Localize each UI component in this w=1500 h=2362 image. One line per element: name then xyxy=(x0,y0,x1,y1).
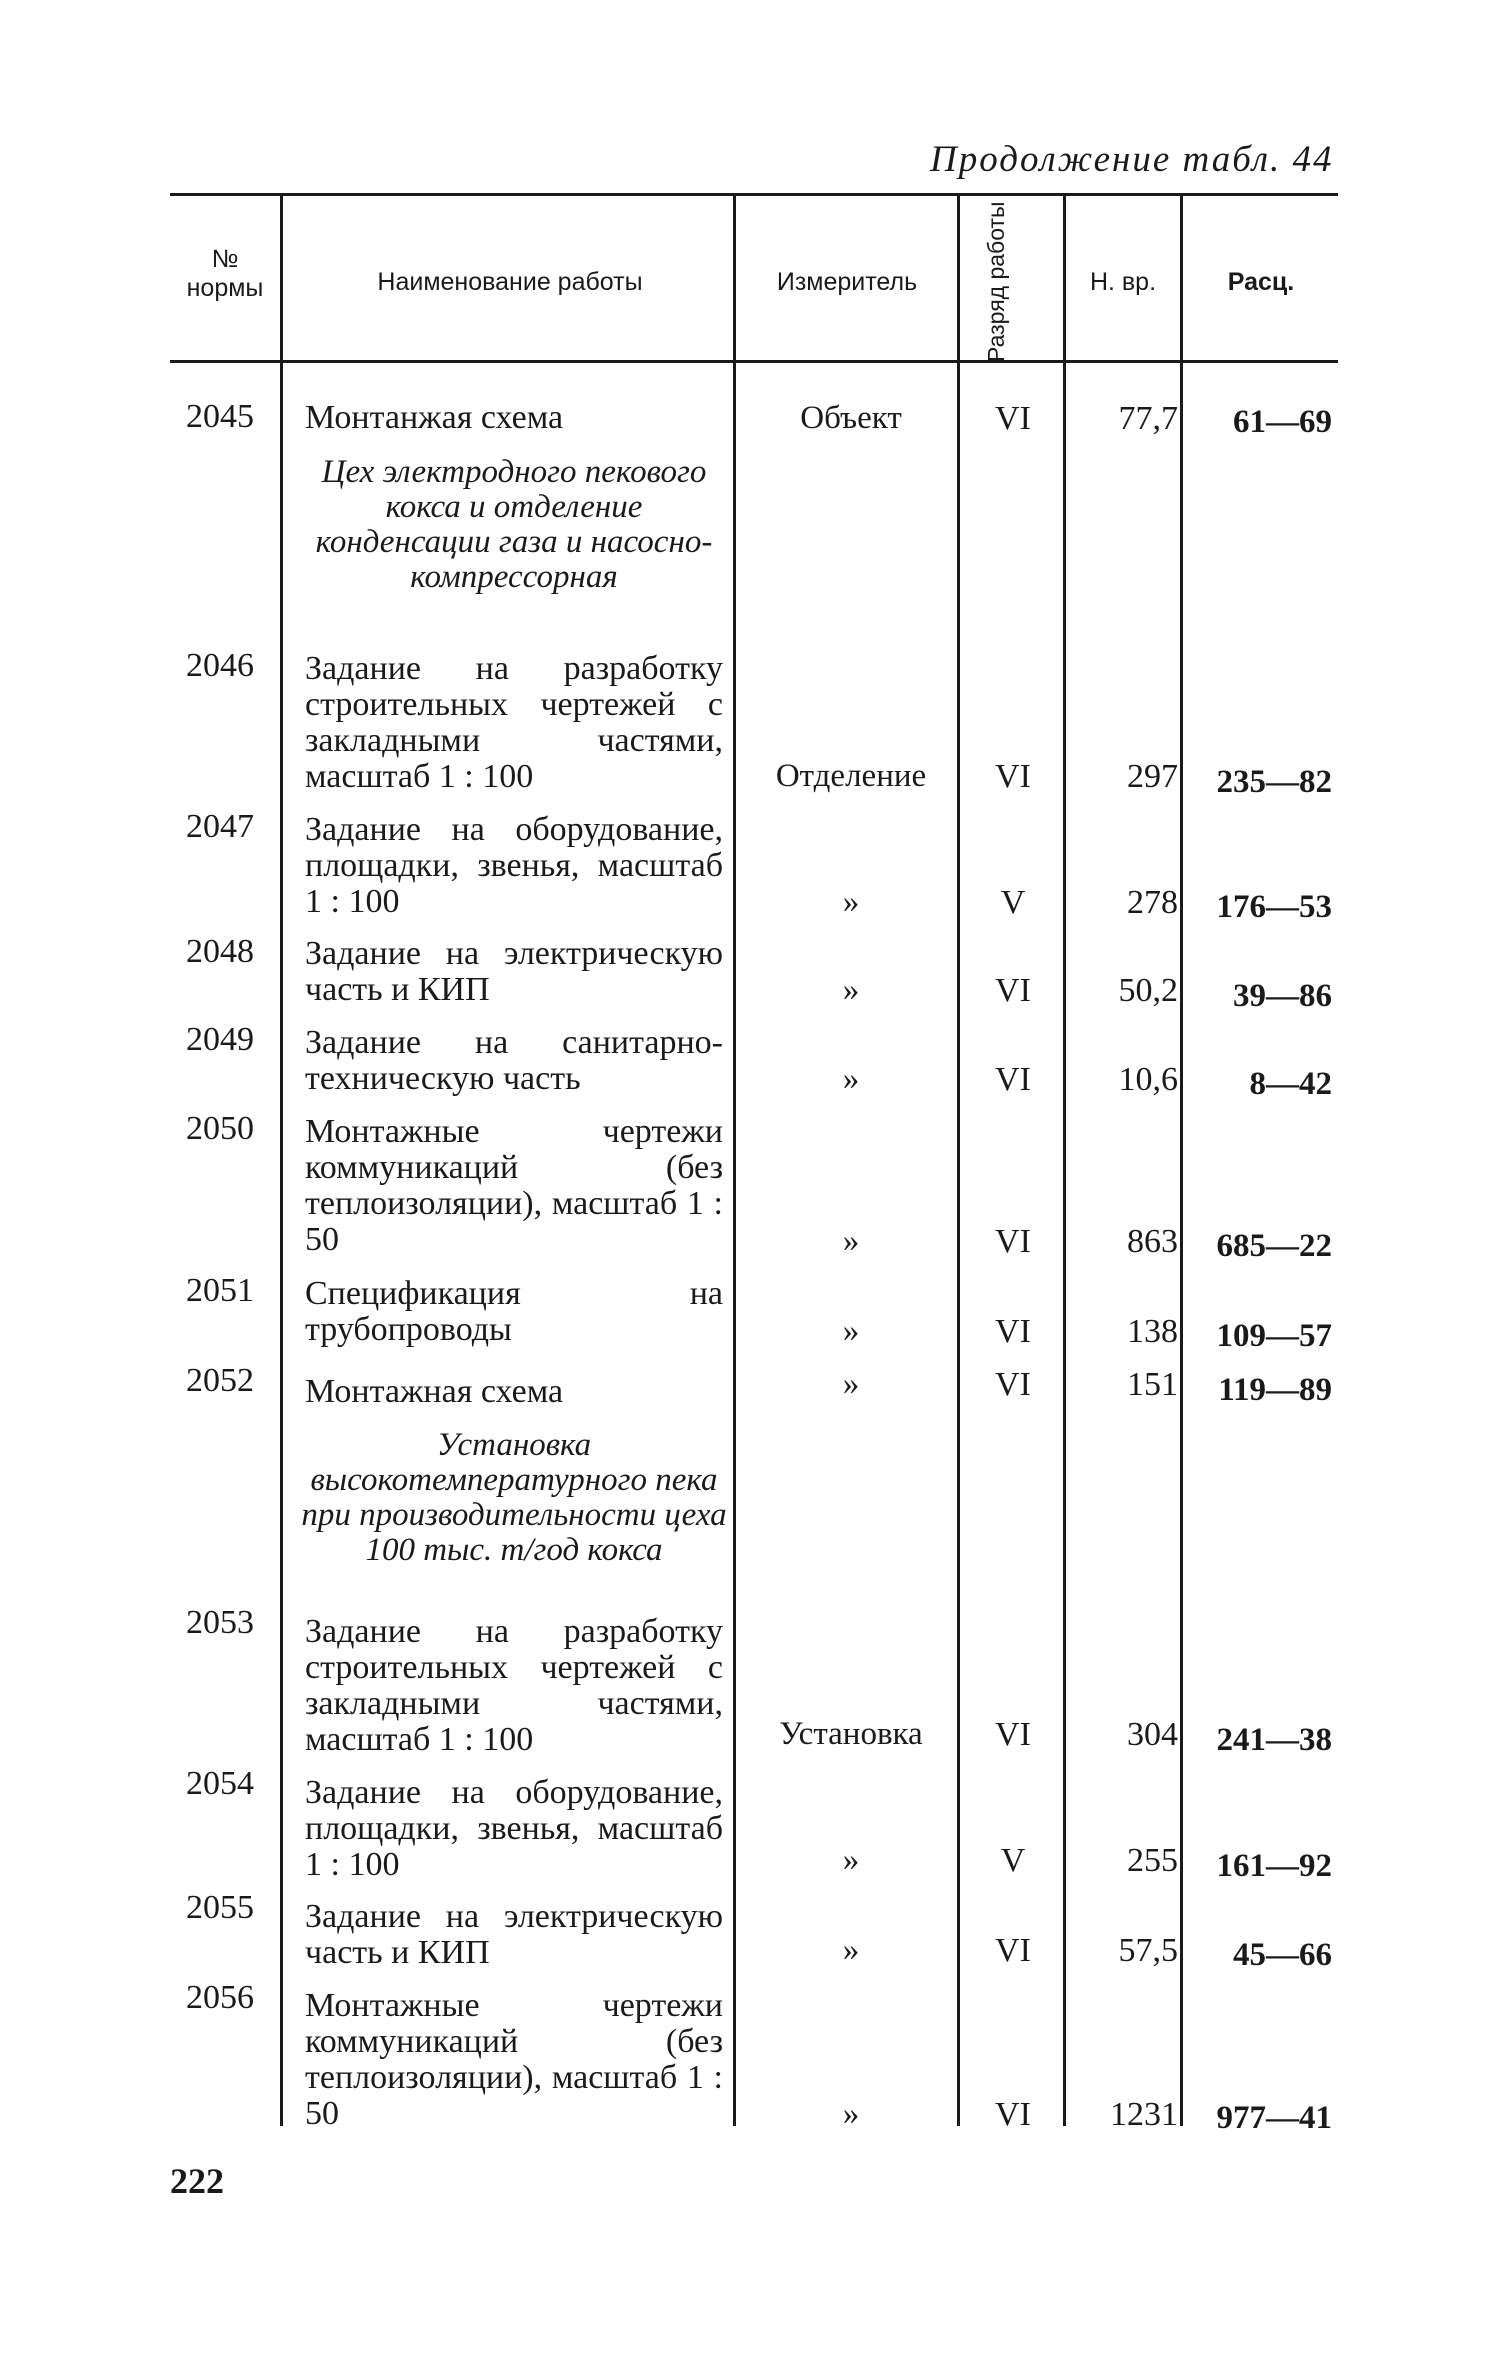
row-number: 2046 xyxy=(186,647,254,684)
row-price: 109—57 xyxy=(1216,1318,1332,1354)
row-price: 39—86 xyxy=(1233,978,1332,1014)
row-rank: VI xyxy=(995,1932,1031,1969)
column-divider xyxy=(1180,196,1183,2126)
column-divider xyxy=(280,196,283,2126)
row-rank: VI xyxy=(995,1716,1031,1753)
row-number: 2047 xyxy=(186,808,254,845)
row-rank: VI xyxy=(995,1061,1031,1098)
row-number: 2052 xyxy=(186,1362,254,1399)
header-rank: Разряд работы xyxy=(983,201,1009,362)
row-norm-time: 297 xyxy=(1127,758,1178,795)
row-measure: » xyxy=(842,1366,860,1402)
row-norm-time: 863 xyxy=(1127,1223,1178,1260)
row-rank: VI xyxy=(995,972,1031,1009)
row-price: 977—41 xyxy=(1216,2100,1332,2136)
row-norm-time: 57,5 xyxy=(1118,1932,1178,1969)
row-name: Монтанжая схема xyxy=(305,399,564,436)
row-name: Задание на электрическую часть и КИП xyxy=(305,1898,723,1971)
row-measure: Установка xyxy=(779,1716,923,1752)
row-name: Спецификация на трубопроводы xyxy=(305,1275,723,1348)
row-norm-time: 1231 xyxy=(1110,2096,1178,2133)
row-norm-time: 10,6 xyxy=(1118,1061,1178,1098)
row-name: Задание на санитарно-техническую часть xyxy=(305,1024,723,1097)
row-price: 45—66 xyxy=(1233,1937,1332,1973)
row-name: Задание на оборудование, площадки, звенья, масштаб 1 : 100 xyxy=(305,811,723,920)
row-measure: » xyxy=(842,884,860,920)
row-number: 2053 xyxy=(186,1604,254,1641)
row-measure: » xyxy=(842,1842,860,1878)
row-measure: Отделение xyxy=(775,758,927,794)
column-divider xyxy=(733,196,736,2126)
row-measure: » xyxy=(842,1061,860,1097)
row-name: Монтажные чертежи коммуникаций (без теплоизоляции), масштаб 1 : 50 xyxy=(305,1987,723,2132)
row-name: Задание на разработку строительных чертежей с закладными частями, масштаб 1 : 100 xyxy=(305,1613,723,1758)
row-name: Задание на разработку строительных чертежей с закладными частями, масштаб 1 : 100 xyxy=(305,650,723,795)
row-measure: » xyxy=(842,1313,860,1349)
row-rank: VI xyxy=(995,400,1031,437)
row-price: 119—89 xyxy=(1218,1372,1332,1408)
column-divider xyxy=(1063,196,1066,2126)
row-price: 241—38 xyxy=(1216,1722,1332,1758)
row-number: 2048 xyxy=(186,933,254,970)
section-heading: Установка высокотемпературного пека при производительности цеха 100 тыс. т/год кокса xyxy=(301,1427,727,1568)
row-price: 8—42 xyxy=(1249,1066,1332,1102)
row-name: Монтажные чертежи коммуникаций (без теплоизоляции), масштаб 1 : 50 xyxy=(305,1113,723,1258)
row-norm-time: 77,7 xyxy=(1118,400,1178,437)
row-price: 685—22 xyxy=(1216,1228,1332,1264)
row-measure: » xyxy=(842,2096,860,2132)
row-number: 2049 xyxy=(186,1021,254,1058)
row-rank: VI xyxy=(995,1223,1031,1260)
row-price: 235—82 xyxy=(1216,764,1332,800)
row-name: Монтажная схема xyxy=(305,1373,564,1410)
table-top-rule xyxy=(170,193,1338,196)
row-measure: Объект xyxy=(800,400,902,436)
row-price: 176—53 xyxy=(1216,889,1332,925)
row-number: 2056 xyxy=(186,1979,254,2016)
row-measure: » xyxy=(842,972,860,1008)
row-price: 61—69 xyxy=(1233,404,1332,440)
table-caption: Продолжение табл. 44 xyxy=(930,139,1334,180)
row-number: 2054 xyxy=(186,1765,254,1802)
row-measure: » xyxy=(842,1932,860,1968)
row-number: 2055 xyxy=(186,1889,254,1926)
row-name: Задание на оборудование, площадки, звенья, масштаб 1 : 100 xyxy=(305,1774,723,1883)
header-name: Наименование работы xyxy=(377,268,643,296)
header-price: Расц. xyxy=(1227,268,1295,296)
row-norm-time: 304 xyxy=(1127,1716,1178,1753)
header-norm-time: Н. вр. xyxy=(1089,268,1157,296)
row-rank: V xyxy=(1000,884,1026,921)
header-bottom-rule xyxy=(170,360,1338,363)
row-price: 161—92 xyxy=(1216,1848,1332,1884)
row-norm-time: 138 xyxy=(1127,1313,1178,1350)
row-rank: VI xyxy=(995,758,1031,795)
row-number: 2050 xyxy=(186,1110,254,1147)
row-rank: VI xyxy=(995,1366,1031,1403)
row-number: 2045 xyxy=(186,398,254,435)
row-norm-time: 50,2 xyxy=(1118,972,1178,1009)
row-rank: V xyxy=(1000,1842,1026,1879)
row-norm-time: 278 xyxy=(1127,884,1178,921)
row-number: 2051 xyxy=(186,1272,254,1309)
row-name: Задание на электрическую часть и КИП xyxy=(305,935,723,1008)
section-heading: Цех электродного пекового кокса и отделение конденсации газа и насосно-компрессорная xyxy=(315,454,713,595)
row-measure: » xyxy=(842,1223,860,1259)
column-divider xyxy=(957,196,960,2126)
row-norm-time: 255 xyxy=(1127,1842,1178,1879)
header-number: № нормы xyxy=(186,245,264,302)
row-rank: VI xyxy=(995,2096,1031,2133)
row-norm-time: 151 xyxy=(1127,1366,1178,1403)
row-rank: VI xyxy=(995,1313,1031,1350)
header-measure: Измеритель xyxy=(776,268,918,296)
page-number: 222 xyxy=(170,2161,224,2201)
